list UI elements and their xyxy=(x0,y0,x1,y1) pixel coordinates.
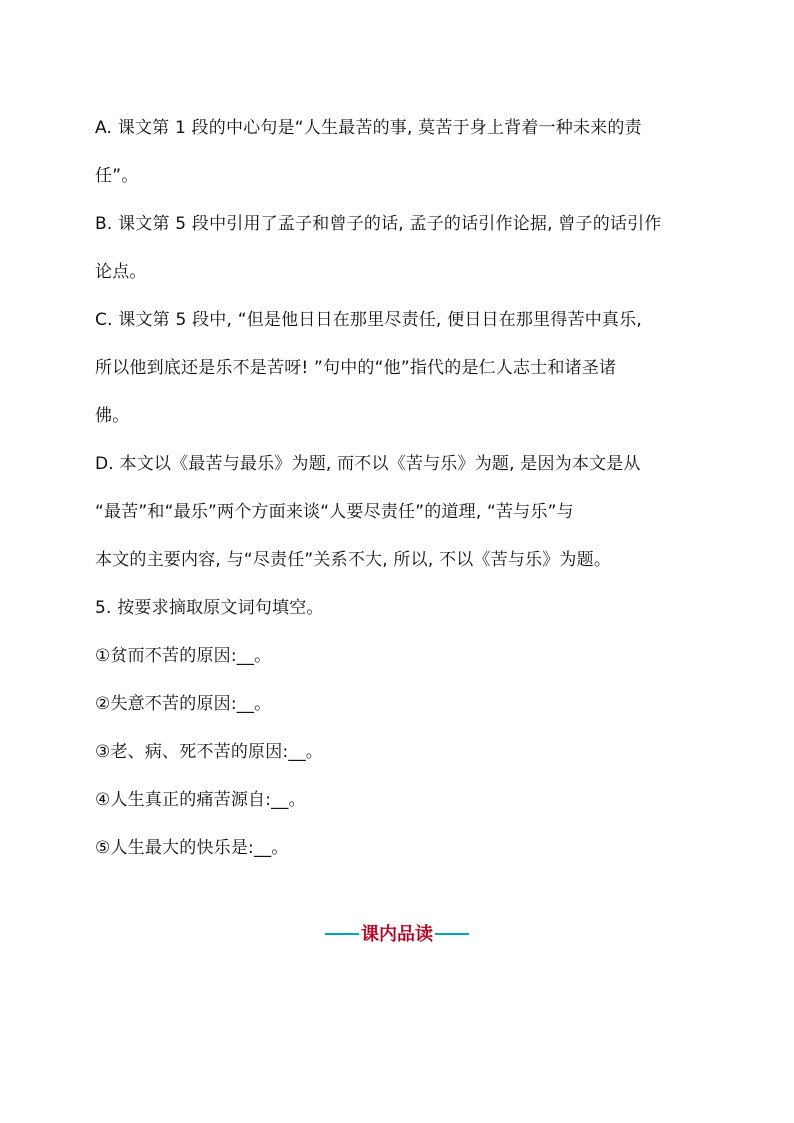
question-5-item-4: ④人生真正的痛苦源自:__。 xyxy=(95,790,306,810)
option-b-line-1: B. 课文第 5 段中引用了孟子和曾子的话, 孟子的话引作论据, 曾子的话引作 xyxy=(95,214,662,234)
question-5-item-5: ⑤人生最大的快乐是:__。 xyxy=(95,838,289,858)
question-5-item-1: ①贫而不苦的原因:__。 xyxy=(95,646,272,666)
option-d-line-2: “最苦”和“最乐”两个方面来谈“人要尽责任”的道理, “苦与乐”与 xyxy=(95,502,574,522)
option-c-line-2: 所以他到底还是乐不是苦呀! ”句中的“他”指代的是仁人志士和诸圣诸 xyxy=(95,358,617,378)
question-5-title: 5. 按要求摘取原文词句填空。 xyxy=(95,598,324,618)
option-d-line-1: D. 本文以《最苦与最乐》为题, 而不以《苦与乐》为题, 是因为本文是从 xyxy=(95,454,641,474)
question-5 xyxy=(95,584,705,872)
option-b xyxy=(95,200,705,296)
option-a xyxy=(95,104,705,200)
heading-rule-right xyxy=(435,933,469,935)
option-a-line-2: 任”。 xyxy=(95,166,139,186)
question-5-item-3: ③老、病、死不苦的原因:__。 xyxy=(95,742,323,762)
option-c-line-1: C. 课文第 5 段中, “但是他日日在那里尽责任, 便日日在那里得苦中真乐, xyxy=(95,310,642,330)
option-a-line-1: A. 课文第 1 段的中心句是“人生最苦的事, 莫苦于身上背着一种未来的责 xyxy=(95,118,642,138)
option-b-line-2: 论点。 xyxy=(95,262,147,282)
document-body xyxy=(95,104,705,872)
option-d xyxy=(95,440,705,584)
option-c-line-3: 佛。 xyxy=(95,406,130,426)
question-5-item-2: ②失意不苦的原因:__。 xyxy=(95,694,272,714)
option-d-line-3: 本文的主要内容, 与“尽责任”关系不大, 所以, 不以《苦与乐》为题。 xyxy=(95,550,612,570)
option-c xyxy=(95,296,705,440)
heading-rule-left xyxy=(325,933,359,935)
section-heading xyxy=(0,920,794,946)
section-heading-text: 课内品读 xyxy=(361,924,433,945)
